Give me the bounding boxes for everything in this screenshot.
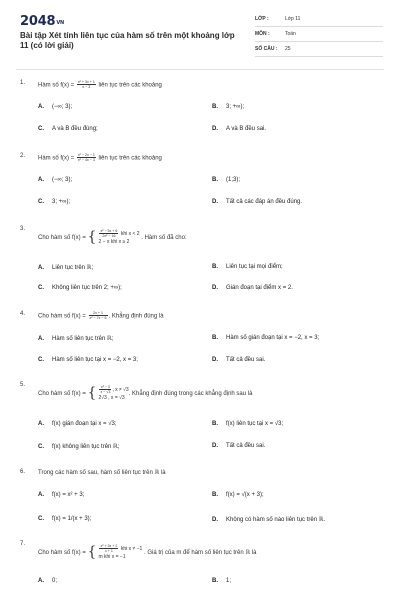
option-text: 1; bbox=[226, 578, 232, 584]
option-7a[interactable] bbox=[38, 578, 57, 584]
meta-row-subject bbox=[255, 27, 383, 42]
option-letter: A. bbox=[38, 421, 44, 427]
option-letter: D. bbox=[212, 517, 218, 523]
option-letter: C. bbox=[38, 126, 44, 132]
left-brace: { bbox=[87, 229, 97, 246]
piecewise-function bbox=[88, 385, 129, 402]
fraction bbox=[77, 80, 96, 90]
piecewise-row bbox=[98, 544, 142, 554]
option-letter: C. bbox=[38, 516, 44, 522]
option-letter: A. bbox=[38, 104, 44, 110]
option-6b[interactable] bbox=[212, 492, 264, 498]
option-5d[interactable] bbox=[212, 443, 265, 449]
option-text: f(x) liên tục tại x = √3; bbox=[226, 421, 284, 427]
fraction-numerator: x² − 2x − 1 bbox=[77, 153, 95, 157]
question-prefix: Cho hàm số f(x) = bbox=[38, 313, 86, 320]
logo-suffix: VN bbox=[56, 20, 65, 26]
piecewise-rows bbox=[98, 544, 142, 561]
option-letter: D. bbox=[212, 443, 218, 449]
question-prefix: Cho hàm số f(x) = bbox=[38, 549, 86, 556]
option-text: f(x) = √(x + 3); bbox=[226, 492, 264, 498]
logo-text: 2048 bbox=[20, 14, 56, 29]
option-4d[interactable] bbox=[212, 357, 265, 363]
fraction-numerator: x³ − 3 bbox=[100, 385, 110, 389]
piecewise-rows bbox=[98, 385, 128, 402]
header bbox=[0, 0, 400, 64]
question-text bbox=[38, 544, 256, 561]
question-number: 6. bbox=[20, 469, 26, 475]
option-letter: D. bbox=[212, 126, 218, 132]
option-letter: C. bbox=[38, 444, 44, 450]
fraction bbox=[89, 311, 108, 321]
meta-value: 25 bbox=[285, 46, 291, 52]
piecewise-condition: , x ≠ √3 bbox=[112, 387, 129, 394]
option-letter: B. bbox=[212, 421, 218, 427]
option-2b[interactable] bbox=[212, 177, 240, 183]
question-suffix: . Khẳng định đúng trong các khẳng định sau là bbox=[128, 390, 253, 397]
option-letter: B. bbox=[212, 578, 218, 584]
option-text: Hàm số liên tục trên ℝ; bbox=[52, 336, 114, 342]
question-number: 7. bbox=[20, 541, 26, 547]
piecewise-row: m khi x = −1 bbox=[98, 553, 126, 560]
option-letter: D. bbox=[212, 285, 218, 291]
piecewise-function bbox=[88, 544, 143, 561]
option-6a[interactable] bbox=[38, 492, 84, 498]
option-text: Không có hàm số nào liên tục trên ℝ. bbox=[226, 517, 326, 523]
fraction-numerator: x² − 5x + 6 bbox=[100, 229, 118, 233]
option-text: Tất cả đều sai. bbox=[226, 443, 266, 449]
meta-label: MÔN : bbox=[255, 31, 270, 37]
option-2a[interactable] bbox=[38, 177, 72, 183]
meta-label: SỐ CÂU : bbox=[255, 46, 278, 52]
question-number: 1. bbox=[20, 80, 26, 86]
option-7b[interactable] bbox=[212, 578, 231, 584]
option-text: Gián đoạn tại điểm x = 2. bbox=[226, 285, 293, 291]
fraction-denominator: x² − 7x − 6 bbox=[89, 316, 107, 321]
question-number: 2. bbox=[20, 153, 26, 159]
option-3b[interactable] bbox=[212, 264, 283, 270]
piecewise-condition: khi x < 2 bbox=[120, 231, 140, 238]
meta-value: Lớp 11 bbox=[285, 16, 301, 22]
option-letter: A. bbox=[38, 336, 44, 342]
option-5c[interactable] bbox=[38, 443, 119, 450]
option-letter: A. bbox=[38, 265, 44, 271]
option-letter: B. bbox=[212, 335, 218, 341]
option-text: Tất cả các đáp án đều đúng. bbox=[226, 199, 303, 205]
option-letter: D. bbox=[212, 357, 218, 363]
question-text bbox=[38, 311, 164, 321]
piecewise-condition: khi x ≠ −1 bbox=[120, 546, 143, 553]
option-text: 3; +∞); bbox=[52, 199, 71, 205]
question-text bbox=[38, 80, 162, 90]
question-number: 4. bbox=[20, 311, 26, 317]
fraction bbox=[77, 153, 96, 163]
option-letter: B. bbox=[212, 264, 218, 270]
left-brace: { bbox=[87, 385, 97, 402]
piecewise-row bbox=[98, 385, 128, 395]
question-number: 3. bbox=[20, 226, 26, 232]
option-text: f(x) gián đoạn tại x = √3; bbox=[52, 421, 117, 427]
option-4c[interactable] bbox=[38, 357, 138, 363]
option-2c[interactable] bbox=[38, 199, 70, 205]
option-3d[interactable] bbox=[212, 285, 293, 291]
piecewise-row: 2√3 , x = √3 bbox=[98, 394, 125, 401]
question-text bbox=[38, 385, 252, 402]
option-text: (1;3); bbox=[226, 177, 241, 183]
fraction-numerator: x² + 3x + 1 bbox=[77, 80, 95, 84]
option-text: f(x) = x² + 3; bbox=[52, 492, 85, 498]
question-prefix: Cho hàm số f(x) = bbox=[38, 390, 86, 397]
piecewise-function bbox=[88, 229, 140, 246]
question-suffix: . Giá trị của m để hàm số liên tục trên ℝ là bbox=[144, 549, 257, 556]
option-letter: B. bbox=[212, 492, 218, 498]
option-text: Hàm số gián đoạn tại x = −2, x = 3; bbox=[226, 335, 320, 341]
option-letter: D. bbox=[212, 199, 218, 205]
option-text: f(x) không liên tục trên ℝ; bbox=[52, 444, 120, 450]
option-1d[interactable] bbox=[212, 126, 266, 132]
fraction-denominator: x − 3 bbox=[82, 85, 91, 90]
meta-row-count bbox=[255, 42, 383, 57]
option-letter: B. bbox=[212, 177, 218, 183]
option-4b[interactable] bbox=[212, 335, 319, 341]
option-letter: B. bbox=[212, 104, 218, 110]
option-letter: C. bbox=[38, 199, 44, 205]
option-3c[interactable] bbox=[38, 285, 122, 291]
option-6c[interactable] bbox=[38, 516, 91, 522]
meta-label: LỚP : bbox=[255, 16, 269, 22]
fraction-denominator: x² − 4x − 3 bbox=[77, 158, 95, 163]
option-4a[interactable] bbox=[38, 335, 113, 342]
piecewise-rows bbox=[98, 229, 139, 246]
option-3a[interactable] bbox=[38, 264, 93, 271]
option-text: Không liên tục trên 2; +∞); bbox=[52, 285, 122, 291]
option-text: Tất cả đều sai. bbox=[226, 357, 266, 363]
question-prefix: Hàm số f(x) = bbox=[38, 82, 75, 89]
site-logo[interactable] bbox=[20, 14, 64, 29]
header-divider bbox=[16, 69, 384, 70]
option-text: A và B đều sai. bbox=[226, 126, 267, 132]
option-5b[interactable] bbox=[212, 421, 283, 427]
question-suffix: . Khẳng định đúng là bbox=[108, 313, 164, 320]
question-suffix: . Hàm số đã cho: bbox=[141, 234, 187, 241]
option-6d[interactable] bbox=[212, 516, 325, 523]
option-2d[interactable] bbox=[212, 199, 302, 205]
question-text: Trong các hàm số sau, hàm số liên tục trên ℝ là bbox=[38, 470, 166, 476]
page-title: Bài tập Xét tính liên tục của hàm số trên một khoảng lớp 11 (có lời giải) bbox=[20, 31, 235, 50]
option-1a[interactable] bbox=[38, 104, 72, 110]
option-1b[interactable] bbox=[212, 104, 244, 110]
fraction-numerator: 2x + 1 bbox=[89, 311, 108, 316]
option-text: Liên tục trên ℝ; bbox=[52, 265, 94, 271]
option-letter: C. bbox=[38, 285, 44, 291]
option-text: 3; +∞); bbox=[226, 104, 245, 110]
option-text: Hàm số liên tục tại x = −2, x = 3; bbox=[52, 357, 138, 363]
option-text: 0; bbox=[52, 578, 58, 584]
question-suffix: liên tục trên các khoảng bbox=[98, 155, 162, 162]
option-text: Liên tục tại mọi điểm; bbox=[226, 264, 283, 270]
option-letter: C. bbox=[38, 357, 44, 363]
fraction bbox=[99, 229, 118, 239]
option-letter: A. bbox=[38, 177, 44, 183]
fraction-numerator: x² + 3x + 2 bbox=[100, 544, 118, 548]
fraction-denominator: x + 1 bbox=[104, 549, 113, 554]
meta-value: Toán bbox=[285, 31, 296, 37]
question-number: 5. bbox=[20, 382, 26, 388]
piecewise-row: 2 − x khi x ≥ 2 bbox=[98, 238, 130, 245]
fraction-denominator: 2x² − 16 bbox=[102, 234, 116, 239]
option-text: A và B đều đúng; bbox=[52, 126, 98, 132]
left-brace: { bbox=[87, 544, 97, 561]
option-1c[interactable] bbox=[38, 126, 98, 132]
piecewise-row bbox=[98, 229, 139, 239]
question-text bbox=[38, 229, 187, 246]
question-suffix: liên tục trên các khoảng bbox=[98, 82, 162, 89]
option-text: (−∞; 3); bbox=[52, 177, 73, 183]
fraction bbox=[99, 544, 118, 554]
question-text bbox=[38, 153, 162, 163]
option-text: f(x) = 1/(x + 3); bbox=[52, 516, 92, 522]
fraction-denominator: x − √3 bbox=[100, 390, 111, 395]
fraction bbox=[99, 385, 111, 395]
option-letter: A. bbox=[38, 578, 44, 584]
question-prefix: Hàm số f(x) = bbox=[38, 155, 75, 162]
option-5a[interactable] bbox=[38, 421, 117, 427]
meta-table bbox=[255, 12, 383, 57]
meta-row-class bbox=[255, 12, 383, 27]
option-letter: A. bbox=[38, 492, 44, 498]
option-text: (−∞; 3); bbox=[52, 104, 73, 110]
question-prefix: Cho hàm số f(x) = bbox=[38, 234, 86, 241]
